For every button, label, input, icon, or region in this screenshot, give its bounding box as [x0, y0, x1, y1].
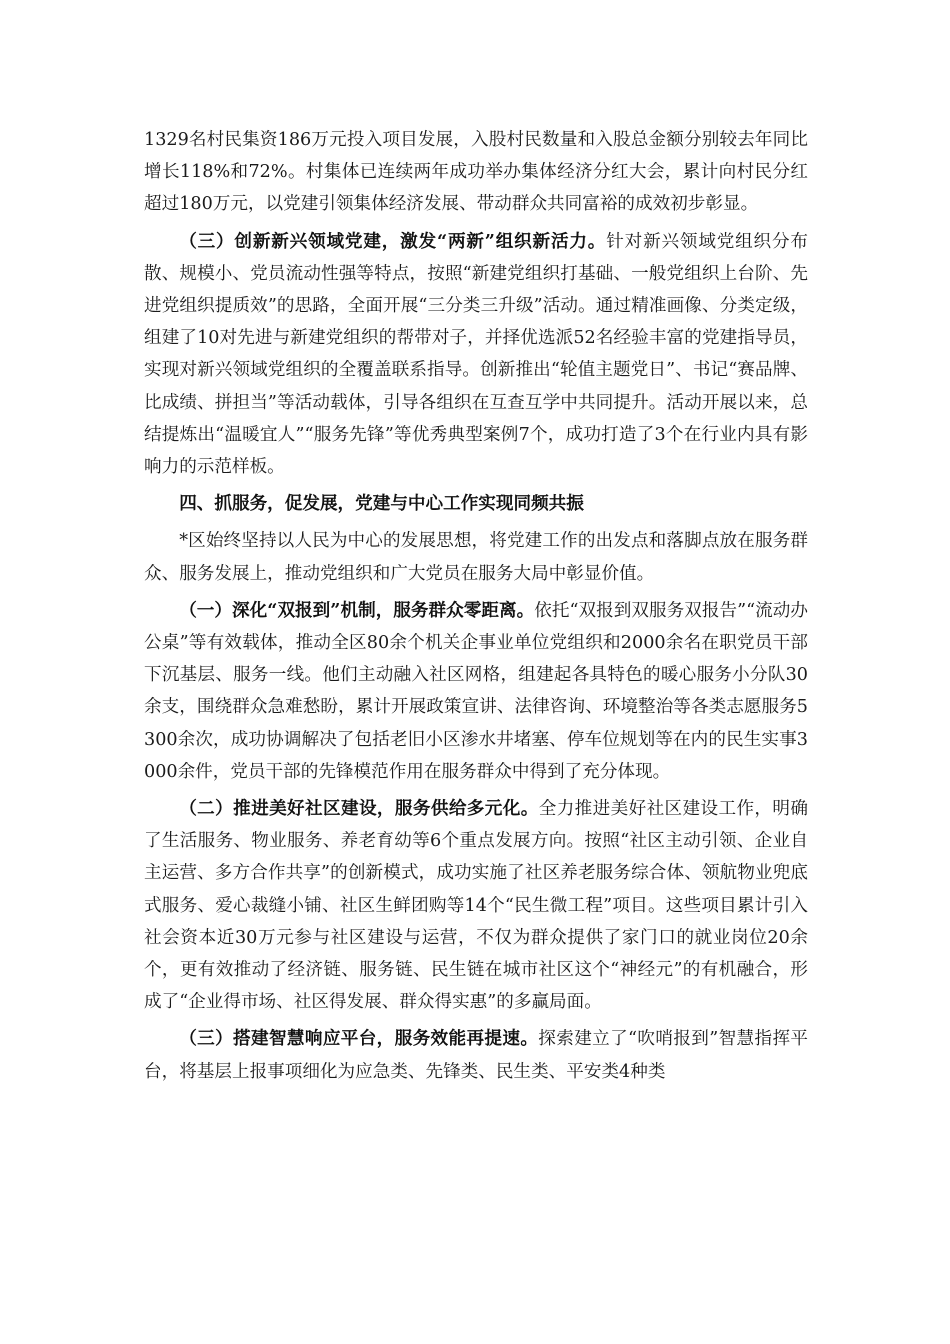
paragraph-smart-platform	[144, 1023, 808, 1087]
paragraph-section-intro	[144, 525, 808, 589]
paragraph-text: 1329名村民集资186万元投入项目发展，入股村民数量和入股总金额分别较去年同比增长118%和72%。村集体已连续两年成功举办集体经济分红大会，累计向村民分红超过180万元，以党建引领集体经济发展、带动群众共同富裕的成效初步彰显。	[144, 130, 808, 215]
document-body	[144, 124, 808, 1093]
paragraph-community-building	[144, 793, 808, 1018]
paragraph-lead: （二）推进美好社区建设，服务供给多元化。	[179, 798, 539, 820]
paragraph-text: 探索建立了“吹哨报到”智慧指挥平台，将基层上报事项细化为应急类、先锋类、民生类、平安类4种类	[144, 1029, 808, 1082]
paragraph-lead: （一）深化“双报到”机制，服务群众零距离。	[179, 599, 535, 621]
paragraph-lead: （三）创新新兴领域党建，激发“两新”组织新活力。	[179, 230, 607, 252]
paragraph-double-report	[144, 595, 808, 788]
paragraph-text: 全力推进美好社区建设工作，明确了生活服务、物业服务、养老育幼等6个重点发展方向。按照“社区主动引领、企业自主运营、多方合作共享”的创新模式，成功实施了社区养老服务综合体、领航物业兜底式服务、爱心裁缝小铺、社区生鲜团购等14个“民生微工程”项目。这些项目累计引入社会资本近30万元参与社区建设与运营，不仅为群众提供了家门口的就业岗位20余个，更有效推动了经济链、服务链、民生链在城市社区这个“神经元”的有机融合，形成了“企业得市场、社区得发展、群众得实惠”的多赢局面。	[144, 799, 808, 1013]
paragraph-collective-economy	[144, 124, 808, 221]
paragraph-text: 依托“双报到双服务双报告”“流动办公桌”等有效载体，推动全区80余个机关企事业单位党组织和2000余名在职党员干部下沉基层、服务一线。他们主动融入社区网格，组建起各具特色的暖心服务小分队30余支，围绕群众急难愁盼，累计开展政策宣讲、法律咨询、环境整治等各类志愿服务5300余次，成功协调解决了包括老旧小区渗水井堵塞、停车位规划等在内的民生实事3000余件，党员干部的先锋模范作用在服务群众中得到了充分体现。	[144, 600, 808, 782]
section-heading-four: 四、抓服务，促发展，党建与中心工作实现同频共振	[179, 493, 584, 515]
paragraph-lead: （三）搭建智慧响应平台，服务效能再提速。	[179, 1028, 539, 1050]
paragraph-emerging-fields	[144, 226, 808, 484]
paragraph-text: *区始终坚持以人民为中心的发展思想，将党建工作的出发点和落脚点放在服务群众、服务发展上，推动党组织和广大党员在服务大局中彰显价值。	[144, 531, 808, 584]
paragraph-text: 针对新兴领域党组织分布散、规模小、党员流动性强等特点，按照“新建党组织打基础、一般党组织上台阶、先进党组织提质效”的思路，全面开展“三分类三升级”活动。通过精准画像、分类定级，组建了10对先进与新建党组织的帮带对子，并择优选派52名经验丰富的党建指导员，实现对新兴领域党组织的全覆盖联系指导。创新推出“轮值主题党日”、书记“赛品牌、比成绩、拼担当”等活动载体，引导各组织在互查互学中共同提升。活动开展以来，总结提炼出“温暖宜人”“服务先锋”等优秀典型案例7个，成功打造了3个在行业内具有影响力的示范样板。	[144, 231, 808, 478]
